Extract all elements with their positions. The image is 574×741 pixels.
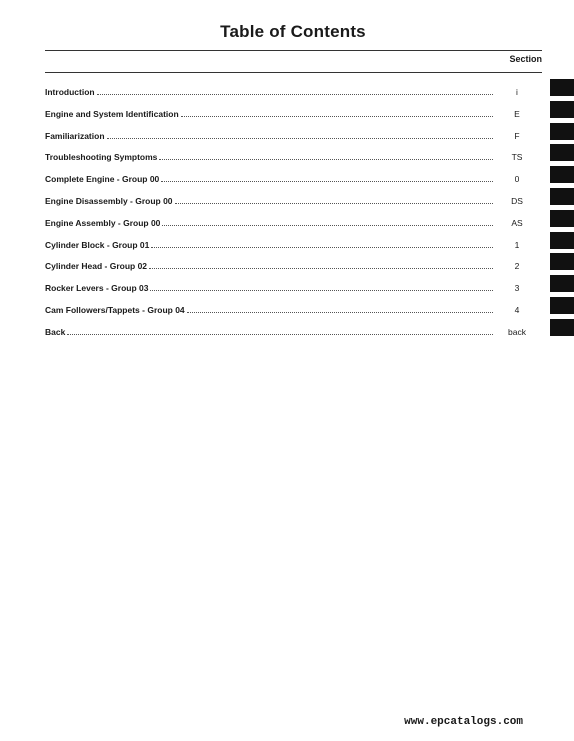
section-tab-cylinder-block[interactable] — [550, 232, 574, 249]
section-tab-engine-system-identification[interactable] — [550, 101, 574, 118]
toc-entry-section: i — [516, 87, 518, 97]
header-divider — [45, 72, 542, 73]
toc-entry-cylinder-block[interactable] — [45, 240, 535, 262]
toc-entry-cylinder-head[interactable] — [45, 261, 535, 283]
toc-entry-engine-system-identification[interactable] — [45, 109, 535, 131]
toc-entry-label: Troubleshooting Symptoms — [45, 152, 158, 163]
section-column-header: Section — [509, 54, 542, 64]
toc-entry-label: Cylinder Head - Group 02 — [45, 261, 148, 272]
dot-leader — [107, 138, 493, 139]
section-tab-cam-followers-tappets[interactable] — [550, 297, 574, 314]
toc-entry-label: Cam Followers/Tappets - Group 04 — [45, 304, 185, 315]
toc-entry-section: E — [514, 108, 520, 119]
section-tab-back[interactable] — [550, 319, 574, 336]
dot-leader — [175, 203, 493, 204]
toc-list — [45, 87, 535, 349]
section-tab-rocker-levers[interactable] — [550, 275, 574, 292]
toc-entry-label: Introduction — [45, 87, 95, 97]
dot-leader — [97, 94, 493, 95]
toc-entry-section: 2 — [514, 261, 520, 272]
section-tab-cylinder-head[interactable] — [550, 253, 574, 270]
toc-entry-engine-assembly[interactable] — [45, 218, 535, 240]
toc-entry-complete-engine[interactable] — [45, 174, 535, 196]
toc-entry-section: AS — [511, 217, 523, 228]
toc-entry-familiarization[interactable] — [45, 131, 535, 153]
top-divider — [45, 50, 542, 51]
dot-leader — [187, 312, 493, 313]
toc-entry-section: TS — [511, 152, 523, 163]
toc-entry-section: 1 — [514, 239, 520, 250]
toc-entry-label: Cylinder Block - Group 01 — [45, 239, 150, 250]
toc-entry-label: Engine Disassembly - Group 00 — [45, 195, 173, 206]
toc-entry-back[interactable] — [45, 327, 535, 349]
toc-entry-section: back — [508, 326, 526, 337]
section-tab-strip — [550, 79, 574, 341]
section-tab-engine-disassembly[interactable] — [550, 188, 574, 205]
page-title: Table of Contents — [220, 22, 366, 41]
toc-entry-introduction[interactable] — [45, 87, 535, 109]
dot-leader — [181, 116, 493, 117]
dot-leader — [149, 268, 493, 269]
toc-entry-engine-disassembly[interactable] — [45, 196, 535, 218]
toc-entry-rocker-levers[interactable] — [45, 283, 535, 305]
toc-entry-section: F — [514, 130, 520, 141]
toc-entry-section: 4 — [514, 304, 520, 315]
toc-entry-troubleshooting-symptoms[interactable] — [45, 152, 535, 174]
dot-leader — [161, 181, 493, 182]
section-tab-complete-engine[interactable] — [550, 166, 574, 183]
dot-leader — [151, 247, 493, 248]
dot-leader — [162, 225, 493, 226]
dot-leader — [159, 159, 493, 160]
toc-entry-label: Engine Assembly - Group 00 — [45, 217, 161, 228]
toc-entry-label: Back — [45, 326, 66, 337]
toc-entry-label: Engine and System Identification — [45, 108, 179, 119]
dot-leader — [67, 334, 493, 335]
watermark-url: www.epcatalogs.com — [404, 716, 523, 728]
toc-entry-cam-followers-tappets[interactable] — [45, 305, 535, 327]
section-tab-engine-assembly[interactable] — [550, 210, 574, 227]
section-tab-troubleshooting-symptoms[interactable] — [550, 144, 574, 161]
toc-entry-label: Familiarization — [45, 130, 105, 141]
toc-entry-section: DS — [511, 195, 523, 206]
toc-entry-section: 0 — [514, 174, 520, 185]
section-tab-introduction[interactable] — [550, 79, 574, 96]
toc-entry-label: Rocker Levers - Group 03 — [45, 283, 149, 294]
section-tab-familiarization[interactable] — [550, 123, 574, 140]
toc-entry-label: Complete Engine - Group 00 — [45, 174, 160, 185]
dot-leader — [150, 290, 493, 291]
toc-entry-section: 3 — [514, 283, 520, 294]
